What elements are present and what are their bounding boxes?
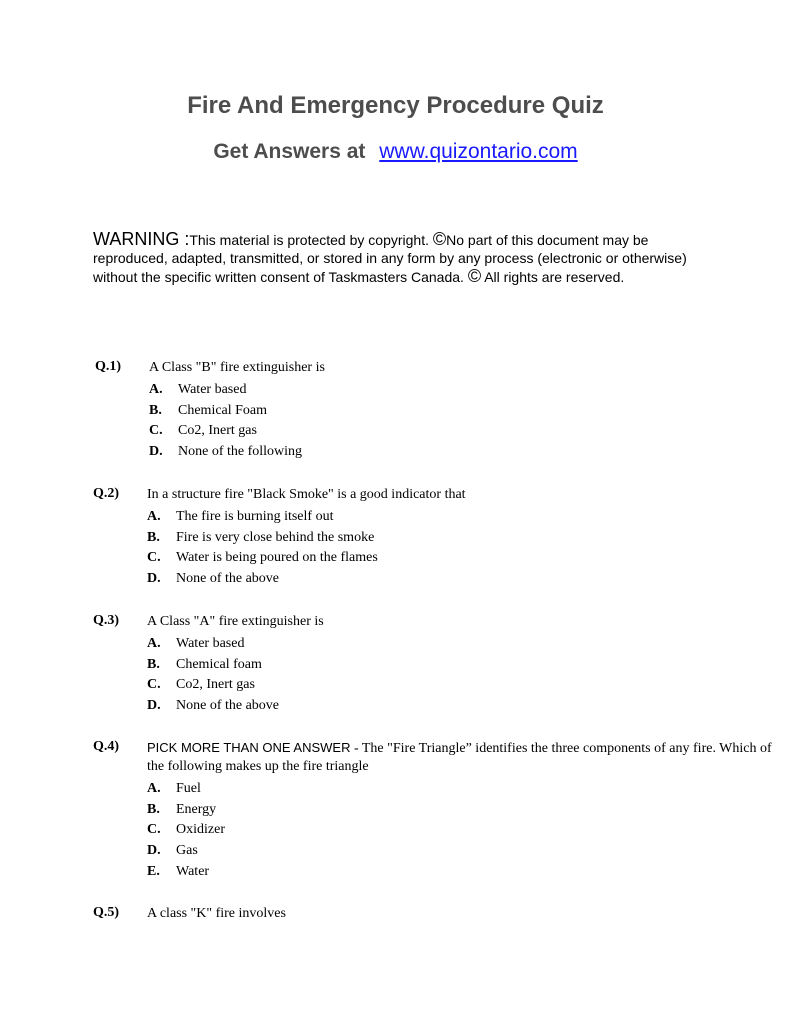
question-number: Q.2) [93, 486, 120, 501]
question-text: A Class "A" fire extinguisher is [147, 614, 324, 629]
option-e[interactable]: E. Water [147, 863, 210, 879]
page-title: Fire And Emergency Procedure Quiz [187, 92, 604, 119]
option-b[interactable]: B. Energy [147, 801, 217, 817]
question-number: Q.3) [93, 613, 120, 628]
option-b[interactable]: B. Chemical foam [147, 656, 262, 672]
option-d[interactable]: D. Gas [147, 843, 198, 859]
option-d[interactable]: D. None of the above [147, 571, 280, 587]
option-c[interactable]: C. Co2, Inert gas [149, 423, 257, 439]
option-a[interactable]: A. Water based [149, 382, 247, 397]
option-c[interactable]: C. Co2, Inert gas [147, 677, 255, 693]
warning-text-2: No part of this document may be reproduced, adapted, transmitted, or stored in any form by any process (electronic or otherwise) without the specific written consent of Taskmasters Canada. [93, 232, 687, 285]
options-list [147, 507, 378, 590]
question-text: PICK MORE THAN ONE ANSWER - The "Fire Triangle” identifies the three components of any fire. Which of the following makes up the fire triangle [147, 740, 772, 774]
question-number: Q.4) [93, 739, 120, 754]
question-number: Q.1) [95, 359, 122, 374]
options-list [149, 380, 302, 463]
option-d[interactable]: D. None of the following [149, 444, 303, 460]
copyright-warning [93, 230, 703, 286]
question-text: A class "K" fire involves [147, 906, 286, 921]
warning-heading: WARNING : [93, 229, 190, 249]
option-d[interactable]: D. None of the above [147, 698, 280, 714]
question-text: A Class "B" fire extinguisher is [149, 360, 325, 375]
copyright-icon: © [432, 229, 447, 249]
answers-link[interactable]: www.quizontario.com [379, 140, 578, 163]
subtitle-label: Get Answers at [213, 140, 366, 163]
option-a[interactable]: A. Fuel [147, 781, 201, 796]
options-list [147, 634, 279, 717]
option-a[interactable]: A. Water based [147, 636, 245, 651]
question-instruction: PICK MORE THAN ONE ANSWER [147, 740, 351, 755]
copyright-icon: © [467, 266, 482, 286]
warning-text-3: All rights are reserved. [481, 269, 625, 285]
question-text: In a structure fire "Black Smoke" is a good indicator that [147, 487, 466, 502]
option-b[interactable]: B. Chemical Foam [149, 402, 268, 418]
options-list [147, 779, 225, 882]
question-number: Q.5) [93, 905, 120, 920]
option-a[interactable]: A. The fire is burning itself out [147, 509, 334, 524]
option-c[interactable]: C. Oxidizer [147, 822, 225, 838]
option-c[interactable]: C. Water is being poured on the flames [147, 550, 378, 566]
option-b[interactable]: B. Fire is very close behind the smoke [147, 529, 375, 545]
page-subtitle [0, 140, 791, 164]
warning-text-1: This material is protected by copyright. [189, 232, 433, 248]
